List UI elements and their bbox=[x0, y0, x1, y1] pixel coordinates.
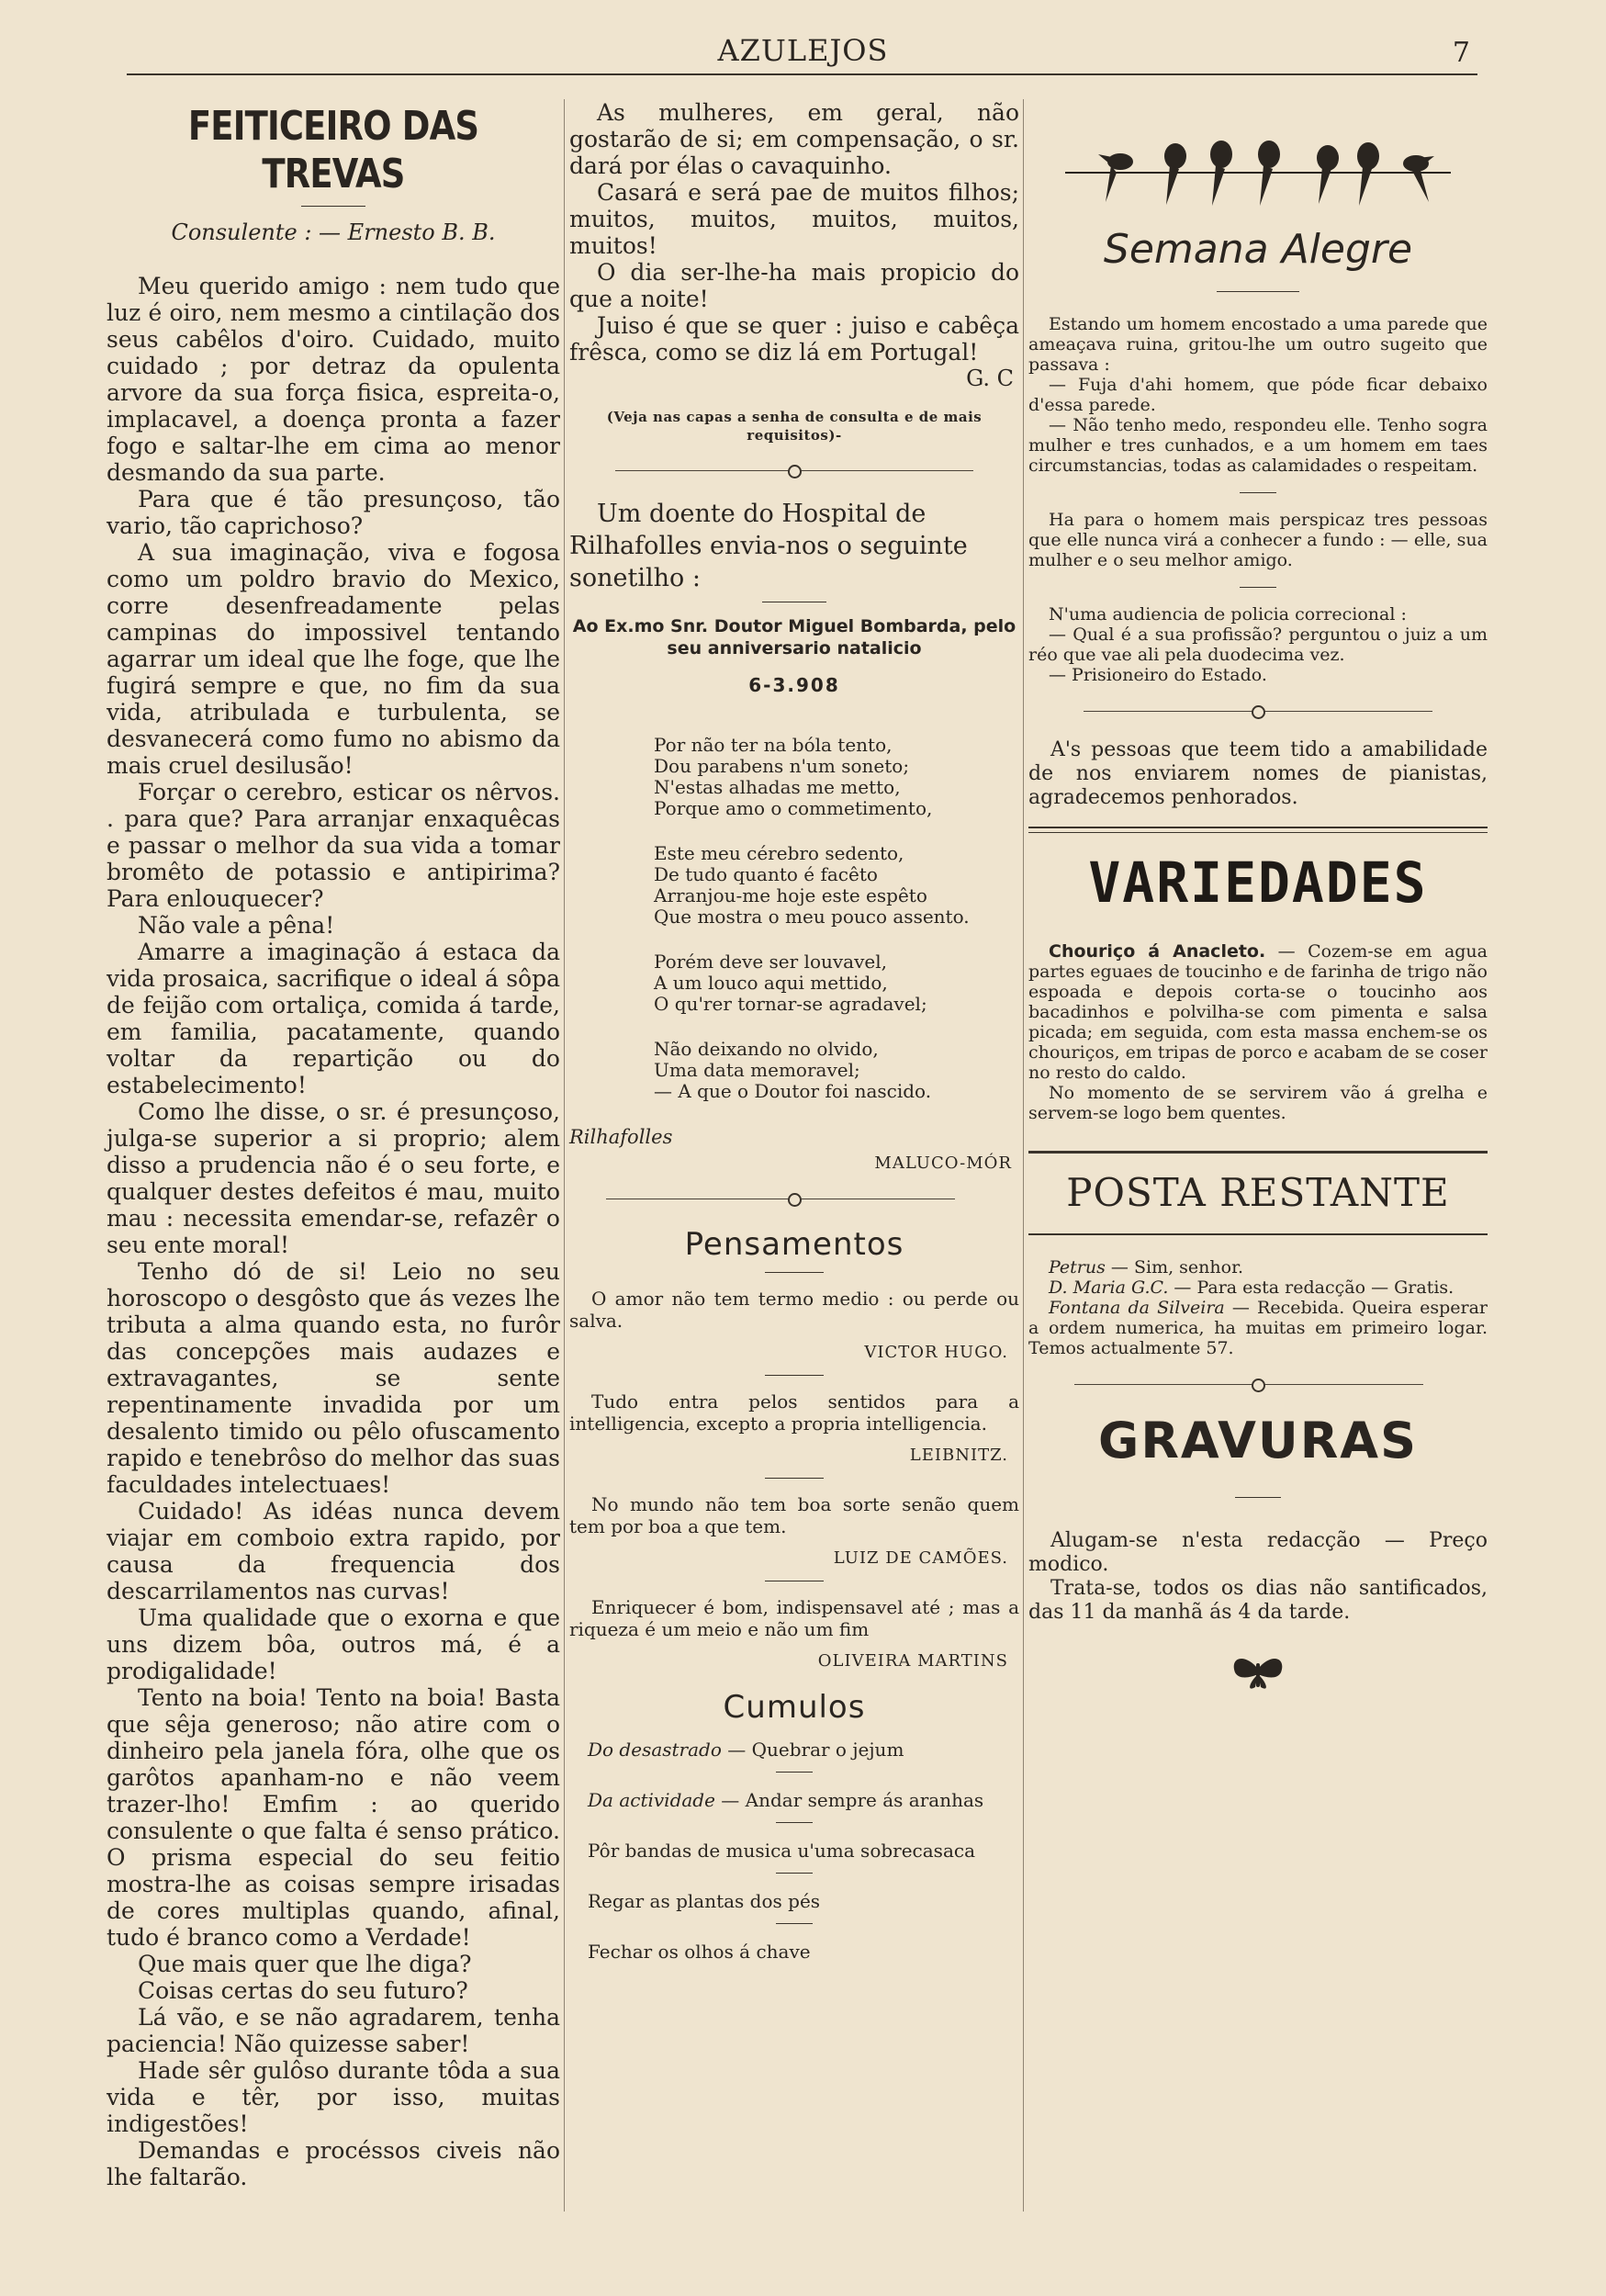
quote-text: No mundo não tem boa sorte senão quem tem por boa a que tem. bbox=[569, 1493, 1019, 1537]
cumulo-definition: Regar as plantas dos pés bbox=[588, 1890, 821, 1912]
verse-line: Que mostra o meu pouco assento. bbox=[654, 906, 970, 928]
cumulo-item bbox=[588, 1890, 1019, 1912]
article-paragraph: Para que é tão presunçoso, tão vario, tão caprichoso? bbox=[107, 486, 560, 539]
thanks-note: A's pessoas que teem tido a amabilidade de nos enviarem nomes de pianistas, agradecemos penhorados. bbox=[1028, 738, 1488, 809]
article-paragraph: Hade sêr gulôso durante tôda a sua vida e têr, por isso, muitas indigestões! bbox=[107, 2057, 560, 2137]
article-paragraph: Não vale a pêna! bbox=[138, 912, 335, 939]
article-paragraph: As mulheres, em geral, não gostarão de si; em compensação, o sr. dará por élas o cavaquinho. bbox=[569, 99, 1019, 179]
posta-text: — Recebida. Queira esperar a ordem numerica, ha muitas em primeiro logar. Temos actualmente 57. bbox=[1028, 1298, 1488, 1358]
article-paragraph: Uma qualidade que o exorna e que uns dizem bôa, outros má, é a prodigalidade! bbox=[107, 1604, 560, 1684]
cumulos-title: Cumulos bbox=[723, 1689, 866, 1726]
column-divider bbox=[564, 99, 565, 2212]
ornament-divider bbox=[569, 1193, 1019, 1204]
posta-restante-title: POSTA RESTANTE bbox=[1066, 1170, 1450, 1215]
sonnet-stanza bbox=[569, 843, 1019, 928]
sonnet-dedication: Ao Ex.mo Snr. Doutor Miguel Bombarda, pelo seu anniversario natalicio bbox=[572, 616, 1016, 658]
sonnet-stanza bbox=[569, 735, 1019, 819]
verse-line: O qu'rer tornar-se agradavel; bbox=[654, 993, 927, 1015]
pensamentos-list bbox=[569, 1288, 1019, 1671]
verse-line: Este meu cérebro sedento, bbox=[654, 842, 904, 864]
verse-line: N'estas alhadas me metto, bbox=[654, 776, 901, 798]
sonnet-intro: Um doente do Hospital de Rilhafolles envia-nos o seguinte sonetilho : bbox=[569, 500, 968, 592]
rule bbox=[1240, 587, 1276, 588]
article-paragraph: Demandas e procéssos civeis não lhe faltarão. bbox=[107, 2137, 560, 2190]
recipe-title: Chouriço á Anacleto. bbox=[1049, 941, 1266, 962]
verse-line: Dou parabens n'um soneto; bbox=[654, 755, 910, 777]
cumulo-item bbox=[588, 1840, 1019, 1862]
article-body bbox=[107, 273, 560, 2190]
column-divider bbox=[1023, 99, 1024, 2212]
cumulos-list bbox=[569, 1739, 1019, 1963]
section-rule bbox=[1028, 827, 1488, 833]
article-paragraph: Meu querido amigo : nem tudo que luz é oiro, nem mesmo a cintilação dos seus cabêlos d'oiro. Cuidado, muito cuidado ; por detraz da opulenta arvore da sua força fisica, espreita-o, implacavel, a doença pronta a fazer fogo e saltar-lhe em cima ao menor desmando da sua parte. bbox=[107, 273, 560, 486]
ornament-divider bbox=[1028, 705, 1488, 716]
article-paragraph: Juiso é que se quer : juiso e cabêça frêsca, como se diz lá em Portugal! bbox=[569, 312, 1019, 366]
cumulo-definition: — Quebrar o jejum bbox=[721, 1739, 904, 1761]
quote-text: Enriquecer é bom, indispensavel até ; mas a riqueza é um meio e não um fim bbox=[569, 1596, 1019, 1640]
rule bbox=[765, 1375, 824, 1376]
sonnet-stanza bbox=[569, 951, 1019, 1015]
cumulo-item bbox=[588, 1789, 1019, 1811]
sonnet bbox=[569, 735, 1019, 1102]
quote-author: LUIZ DE CAMÕES. bbox=[833, 1548, 1008, 1568]
cumulo-definition: Pôr bandas de musica u'uma sobrecasaca bbox=[588, 1840, 975, 1862]
butterfly-icon bbox=[1226, 1650, 1290, 1696]
birds-on-wire-icon bbox=[1065, 118, 1451, 219]
posta-text: — Sim, senhor. bbox=[1105, 1257, 1244, 1277]
quote-text: Tudo entra pelos sentidos para a intelligencia, excepto a propria intelligencia. bbox=[569, 1390, 1019, 1435]
article-paragraph: Amarre a imaginação á estaca da vida prosaica, sacrifique o ideal á sôpa de feijão com ortaliça, comida á tarde, em familia, pacatamente, quando voltar da repartição ou do estabelecimento! bbox=[107, 939, 560, 1098]
joke-text: Ha para o homem mais perspicaz tres pessoas que elle nunca virá a conhecer a fundo : — elle, sua mulher e o seu melhor amigo. bbox=[1028, 510, 1488, 570]
cumulo-item bbox=[588, 1941, 1019, 1963]
quote-author: OLIVEIRA MARTINS bbox=[817, 1651, 1008, 1671]
posta-name: D. Maria G.C. bbox=[1049, 1277, 1169, 1298]
rule bbox=[1217, 291, 1299, 292]
verse-line: Porém deve ser louvavel, bbox=[654, 951, 887, 973]
ornament-divider bbox=[1028, 1379, 1488, 1390]
consult-notice: (Veja nas capas a senha de consulta e de mais requisitos)- bbox=[606, 409, 983, 444]
cumulo-item bbox=[588, 1739, 1019, 1761]
article-paragraph: Como lhe disse, o sr. é presunçoso, julga-se superior a si proprio; alem disso a prudencia não é o seu forte, e qualquer destes defeitos é mau, muito mau : necessita emendar-se, refazêr o seu ente moral! bbox=[107, 1098, 560, 1258]
rule bbox=[765, 1272, 824, 1273]
rule bbox=[776, 1772, 813, 1773]
posta-entry bbox=[1028, 1277, 1488, 1298]
article-paragraph: Tenho dó de si! Leio no seu horoscopo o desgôsto que ás vezes lhe tributa a alma quando esta, no furôr das concepções mais audazes e extravagantes, se sente repentinamente invadida por um desalento timido ou pêlo ofuscamento rapido e tenebrôso do melhor das suas faculdades intelectuaes! bbox=[107, 1258, 560, 1498]
verse-line: Porque amo o commetimento, bbox=[654, 797, 933, 819]
verse-line: Não deixando no olvido, bbox=[654, 1038, 879, 1060]
verse-line: Por não ter na bóla tento, bbox=[654, 734, 893, 756]
posta-list bbox=[1028, 1257, 1488, 1358]
article-paragraph: Casará e será pae de muitos filhos; muitos, muitos, muitos, muitos, muitos! bbox=[569, 179, 1019, 259]
rule bbox=[776, 1822, 813, 1823]
cumulo-term: Do desastrado bbox=[588, 1739, 722, 1761]
section-rule bbox=[1028, 1151, 1488, 1154]
posta-entry bbox=[1028, 1257, 1488, 1277]
section-rule bbox=[1028, 1233, 1488, 1235]
consulente-line: Consulente : — Ernesto B. B. bbox=[171, 219, 496, 245]
quote-author: LEIBNITZ. bbox=[909, 1446, 1008, 1465]
rule bbox=[765, 1478, 824, 1479]
pensamentos-title: Pensamentos bbox=[684, 1226, 904, 1263]
article-paragraph: Forçar o cerebro, esticar os nêrvos. . para que? Para arranjar enxaquêcas e passar o melhor da sua vida a tomar bromêto de potassio e antipirima? Para enlouquecer? bbox=[107, 779, 560, 912]
article-paragraph: A sua imaginação, viva e fogosa como um poldro bravio do Mexico, corre desenfreadamente pelas campinas do impossivel tentando agarrar um ideal que lhe foge, que lhe fugirá sempre e que, no fim da sua vida, atribulada e turbulenta, se desvanecerá como fumo no abismo da mais cruel desilusão! bbox=[107, 539, 560, 779]
joke-text: — Não tenho medo, respondeu elle. Tenho sogra mulher e tres cunhados, e a um homem em taes circumstancias, todas as calamidades o respeitam. bbox=[1028, 415, 1488, 476]
joke-text: — Prisioneiro do Estado. bbox=[1049, 665, 1267, 685]
gravuras-text: Trata-se, todos os dias não santificados, das 11 da manhã ás 4 da tarde. bbox=[1028, 1577, 1488, 1624]
article-paragraph: Que mais quer que lhe diga? bbox=[138, 1951, 472, 1977]
posta-name: Fontana da Silveira bbox=[1049, 1298, 1225, 1318]
recipe-text bbox=[1028, 941, 1488, 1083]
joke-text: N'uma audiencia de policia correcional : bbox=[1049, 604, 1407, 625]
variedades-title: VARIEDADES bbox=[1088, 850, 1428, 916]
verse-line: De tudo quanto é facêto bbox=[654, 863, 878, 885]
column-3 bbox=[1028, 99, 1488, 1696]
article-paragraph: O dia ser-lhe-ha mais propicio do que a noite! bbox=[569, 259, 1019, 312]
cumulo-term: Da actividade bbox=[588, 1789, 715, 1811]
joke-text: — Fuja d'ahi homem, que póde ficar debaixo d'essa parede. bbox=[1028, 375, 1488, 415]
gravuras-text: Alugam-se n'esta redacção — Preço modico. bbox=[1028, 1529, 1488, 1576]
sonnet-date: 6-3.908 bbox=[748, 674, 840, 696]
quote-author: VICTOR HUGO. bbox=[864, 1343, 1008, 1362]
article-paragraph: Cuidado! As idéas nunca devem viajar em comboio extra rapido, por causa da frequencia dos descarrilamentos nas curvas! bbox=[107, 1498, 560, 1604]
column-2 bbox=[569, 99, 1019, 1963]
article-paragraph: Coisas certas do seu futuro? bbox=[138, 1977, 468, 2004]
posta-entry bbox=[1028, 1298, 1488, 1358]
rule bbox=[1240, 492, 1276, 493]
article-title: FEITICEIRO DAS TREVAS bbox=[187, 103, 479, 197]
ornament-divider bbox=[569, 465, 1019, 476]
cumulo-definition: Fechar os olhos á chave bbox=[588, 1941, 811, 1963]
rule bbox=[776, 1873, 813, 1874]
verse-line: Arranjou-me hoje este espêto bbox=[654, 884, 927, 906]
title-rule bbox=[301, 206, 365, 207]
rule bbox=[776, 1923, 813, 1924]
sonnet-author: MALUCO-MÓR bbox=[874, 1154, 1012, 1173]
posta-text: — Para esta redacção — Gratis. bbox=[1168, 1277, 1454, 1298]
article-paragraph: Lá vão, e se não agradarem, tenha paciencia! Não quizesse saber! bbox=[107, 2004, 560, 2057]
header-rule bbox=[127, 73, 1477, 75]
joke-text: Estando um homem encostado a uma parede que ameaçava ruina, gritou-lhe um outro sugeito que passava : bbox=[1028, 314, 1488, 375]
sonnet-place: Rilhafolles bbox=[569, 1126, 673, 1148]
column-1 bbox=[107, 99, 560, 2190]
rule bbox=[1235, 1497, 1281, 1498]
recipe-text: No momento de se servirem vão á grelha e servem-se logo bem quentes. bbox=[1028, 1083, 1488, 1123]
gravuras-title: GRAVURAS bbox=[1098, 1412, 1418, 1469]
article-paragraph: Tento na boia! Tento na boia! Basta que sêja generoso; não atire com o dinheiro pela janela fóra, olhe que os garôtos apanham-no e não veem trazer-lho! Emfim : ao querido consulente o que falta é senso prático. O prisma especial do seu feitio mostra-lhe as coisas sempre irisadas de cores multiplas quando, afinal, tudo é branco como a Verdade! bbox=[107, 1684, 560, 1951]
recipe-body: — Cozem-se em agua partes eguaes de toucinho e de farinha de trigo não espoada e depois corta-se o toucinho aos bacadinhos e polvilha-se com pimenta e salsa picada; em seguida, com esta massa enchem-se os chouriços, em tripas de porco e acabam de se coser no resto do caldo. bbox=[1028, 941, 1488, 1083]
verse-line: A um louco aqui mettido, bbox=[654, 972, 888, 994]
semana-alegre-title: Semana Alegre bbox=[1103, 226, 1413, 273]
article-signature: G. C bbox=[966, 366, 1014, 391]
posta-name: Petrus bbox=[1049, 1257, 1106, 1277]
running-title: AZULEJOS bbox=[717, 33, 889, 68]
verse-line: Uma data memoravel; bbox=[654, 1059, 860, 1081]
sonnet-stanza bbox=[569, 1039, 1019, 1102]
article-continuation bbox=[569, 99, 1019, 366]
joke-text: — Qual é a sua profissão? perguntou o juiz a um réo que vae ali pela duodecima vez. bbox=[1028, 625, 1488, 665]
page-number: 7 bbox=[1452, 37, 1470, 69]
verse-line: — A que o Doutor foi nascido. bbox=[654, 1080, 932, 1102]
cumulo-definition: — Andar sempre ás aranhas bbox=[714, 1789, 984, 1811]
quote-text: O amor não tem termo medio : ou perde ou salva. bbox=[569, 1288, 1019, 1332]
